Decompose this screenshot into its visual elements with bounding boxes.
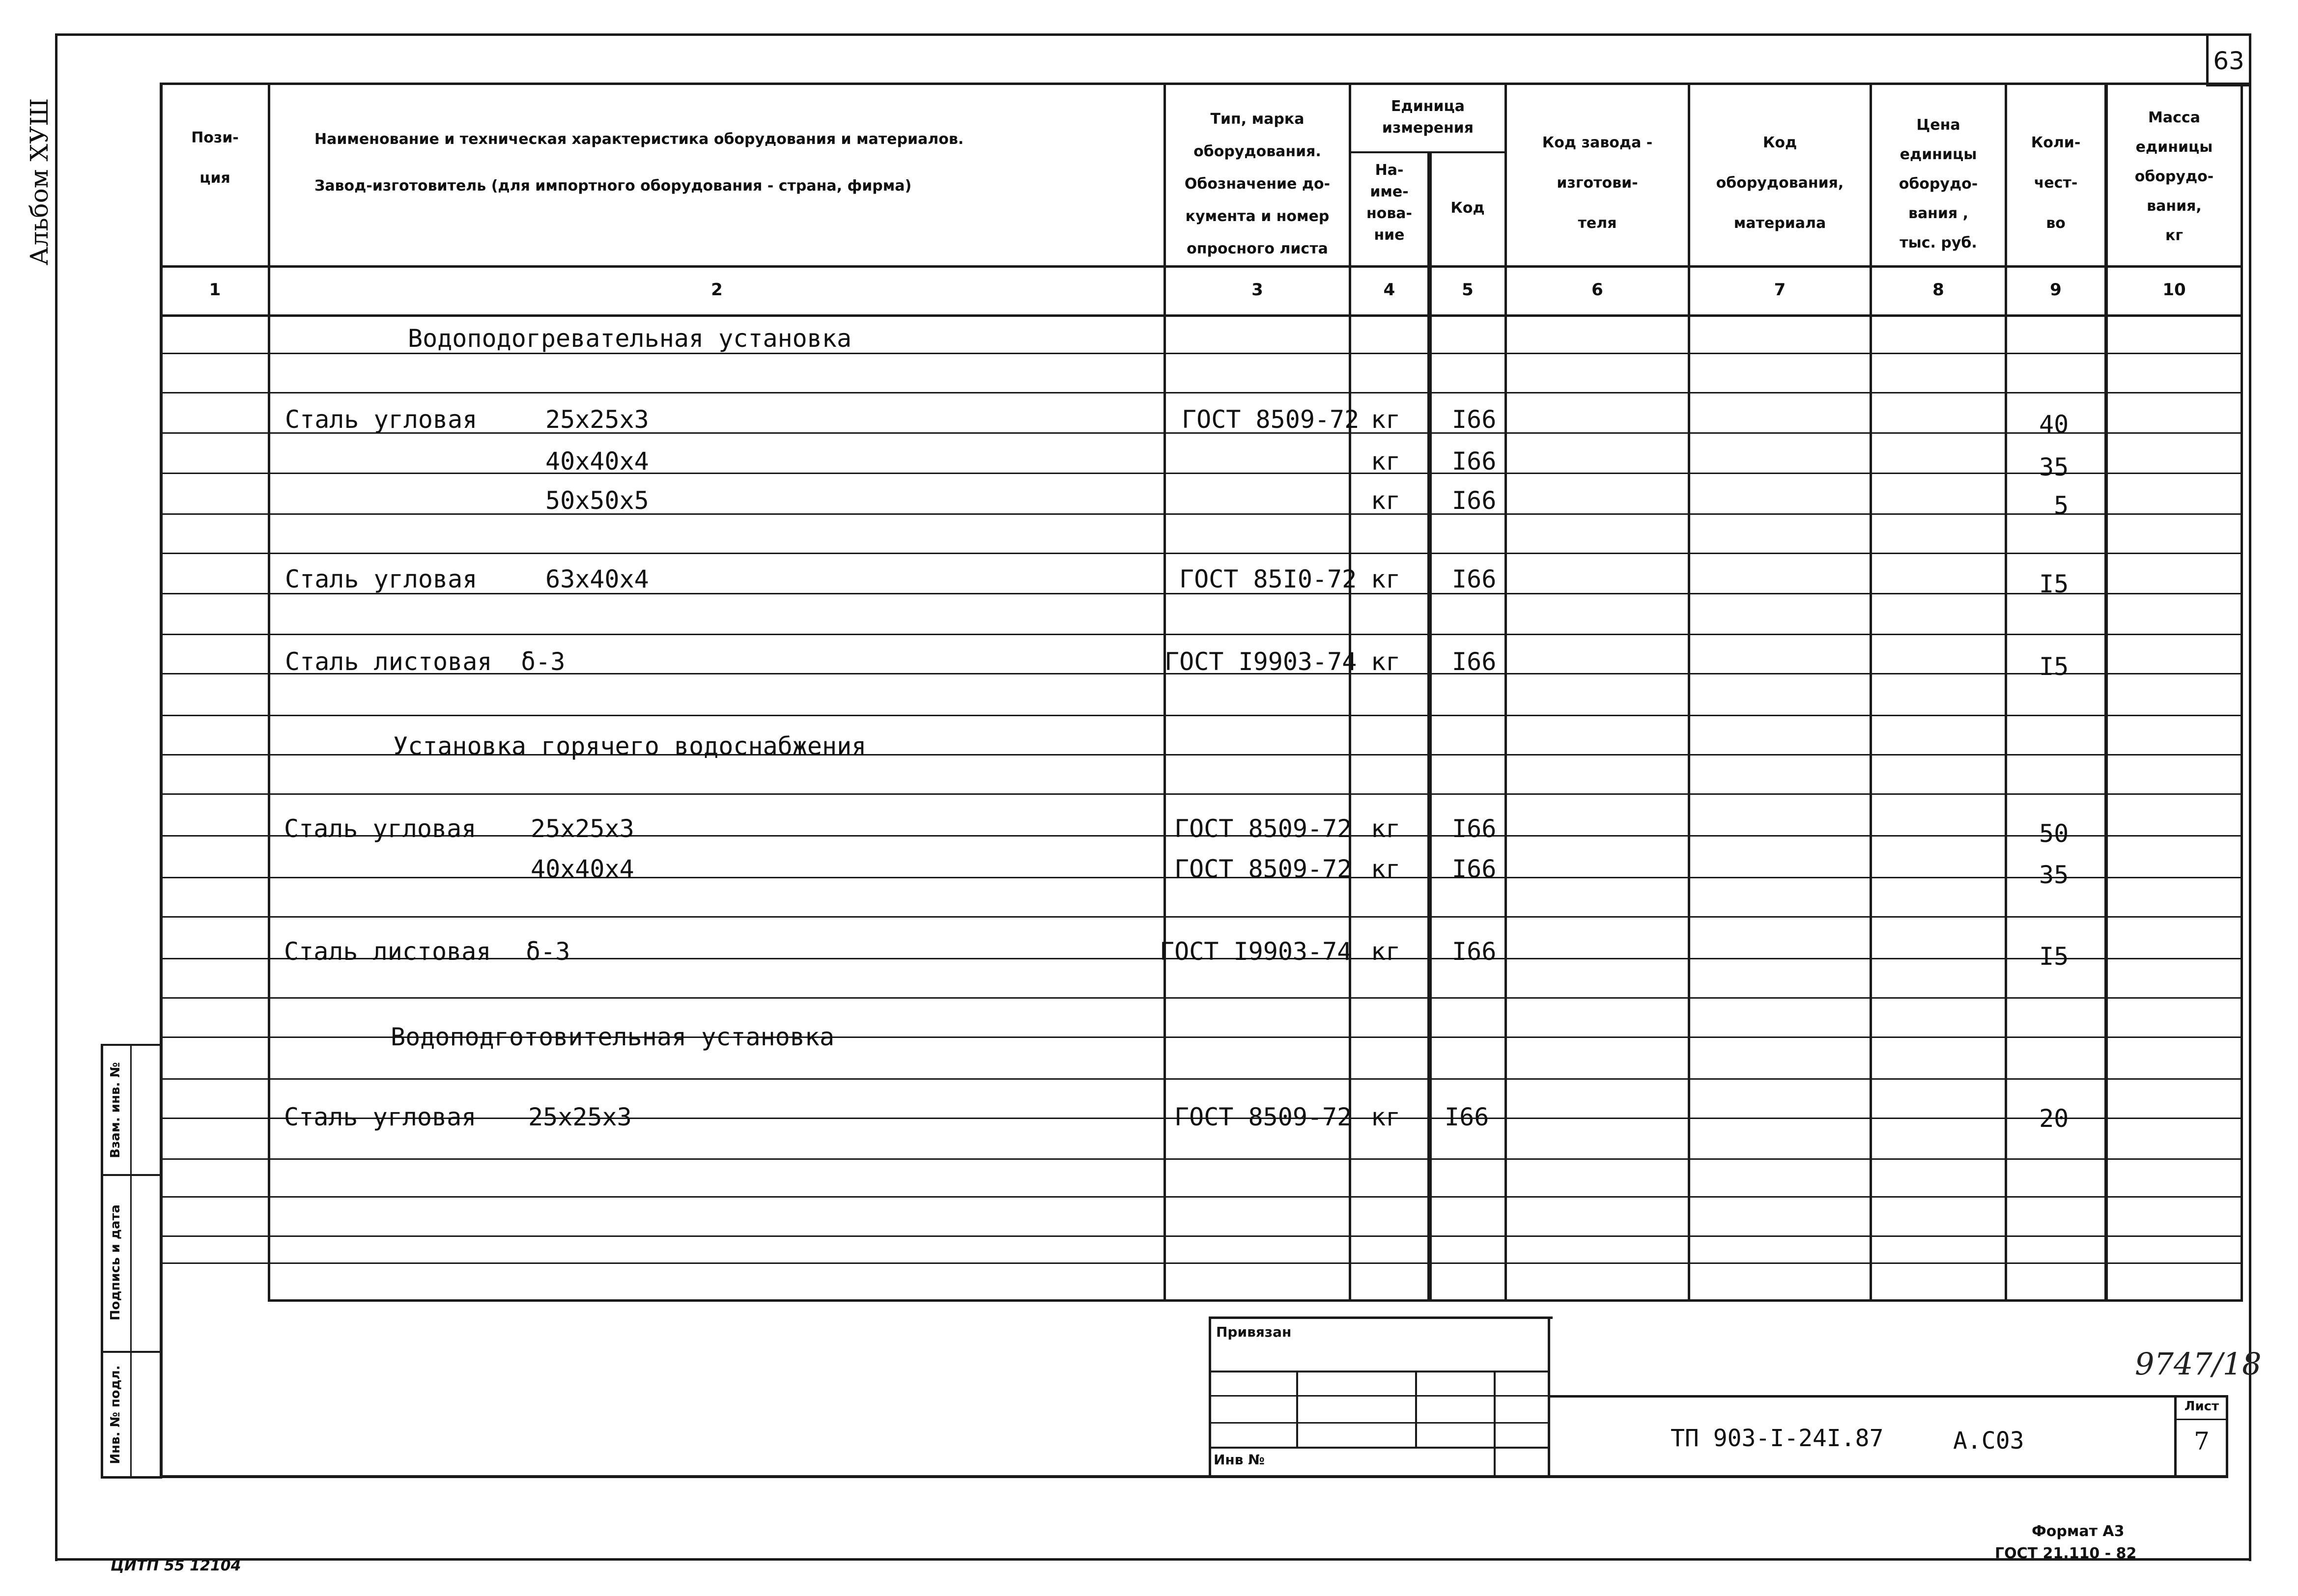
colnum-5: 5: [1462, 280, 1474, 300]
stamp-doc-type: А.С03: [1953, 1427, 2024, 1455]
row-code: I66: [1452, 647, 1497, 676]
header-unit-name: На- име- нова- ние: [1366, 162, 1413, 244]
row-unit: кг: [1371, 855, 1401, 883]
table-top-border: [160, 83, 2249, 85]
colnum-10: 10: [2162, 280, 2186, 300]
stamp-row4: [1209, 1447, 1548, 1449]
sheet-frame-top: [55, 33, 2249, 36]
row-doc: ГОСТ I9903-74: [1164, 647, 1357, 676]
row-line: [160, 553, 2243, 554]
row-line: [160, 1196, 2243, 1198]
row-size: 40x40x4: [531, 855, 634, 883]
row-code: I66: [1452, 937, 1497, 966]
header-quantity: Коли- чест- во: [2031, 134, 2081, 232]
stamp-doc-code: ТП 903-I-24I.87: [1671, 1425, 1884, 1452]
row-line: [160, 1262, 2243, 1264]
page-corner-number: 63: [2213, 47, 2244, 75]
frame-bottom-border: [160, 1475, 2228, 1478]
row-qty: I5: [2039, 942, 2069, 971]
side-label-inv: Инв. № подл.: [108, 1365, 123, 1464]
row-code: I66: [1445, 1103, 1489, 1131]
colnum-bottom-line: [160, 314, 2243, 317]
handwritten-number: 9747/18: [2135, 1346, 2262, 1382]
row-name: Сталь угловая: [284, 814, 477, 843]
header-type: Тип, марка оборудования. Обозначение до- кумента и номер опросного листа: [1184, 111, 1331, 257]
stamp-privyazan: Привязан: [1216, 1324, 1292, 1340]
stamp-sheet-mid: [2174, 1419, 2228, 1420]
row-qty: I5: [2039, 652, 2069, 681]
row-code: I66: [1452, 447, 1497, 476]
row-code: I66: [1452, 855, 1497, 883]
side-label-vzam: Взам. инв. №: [108, 1062, 123, 1158]
row-doc: ГОСТ 8509-72: [1174, 814, 1352, 843]
section-title: Установка горячего водоснабжения: [393, 732, 867, 760]
header-price: Цена единицы оборудо- вания , тыс. руб.: [1899, 116, 1978, 252]
row-size: 63x40x4: [545, 565, 649, 593]
row-line: [160, 715, 2243, 716]
row-unit: кг: [1371, 447, 1401, 476]
row-name: Сталь угловая: [284, 1103, 477, 1131]
row-qty: 35: [2039, 861, 2069, 889]
row-code: I66: [1452, 405, 1497, 434]
row-unit: кг: [1371, 486, 1401, 515]
header-bottom-line: [160, 265, 2243, 268]
row-qty: 50: [2039, 819, 2069, 848]
side-strip-mid: [130, 1044, 132, 1479]
row-name: Сталь листовая: [285, 647, 492, 676]
colnum-3: 3: [1251, 280, 1263, 300]
col-line-4: [1427, 151, 1432, 1302]
header-unit-code: Код: [1450, 199, 1485, 217]
section-title: Водоподогревательная установка: [408, 324, 852, 353]
row-line: [160, 353, 2243, 354]
stamp-top: [1209, 1316, 1553, 1319]
row-line: [160, 392, 2243, 393]
stamp-row1: [1209, 1371, 1548, 1372]
row-code: I66: [1452, 486, 1497, 515]
row-qty: 5: [2054, 491, 2069, 520]
stamp-sheet-label: Лист: [2184, 1399, 2219, 1414]
sheet-frame-bottom: [55, 1558, 2249, 1561]
row-qty: 20: [2039, 1104, 2069, 1133]
row-doc: ГОСТ 85I0-72: [1179, 565, 1357, 593]
album-label: Альбом ХУШ: [25, 98, 54, 266]
row-size: 25x25x3: [528, 1103, 632, 1131]
stamp-left: [1209, 1316, 1211, 1478]
row-doc: ГОСТ 8509-72: [1174, 1103, 1352, 1131]
row-line: [160, 634, 2243, 635]
row-size: δ-3: [526, 937, 570, 966]
stamp-col1: [1296, 1371, 1298, 1448]
stamp-row2: [1209, 1395, 1548, 1397]
header-unit-group: Единица измерения: [1382, 98, 1474, 137]
stamp-sheet-number: 7: [2194, 1427, 2210, 1456]
header-position: Пози- ция: [191, 129, 239, 187]
row-code: I66: [1452, 565, 1497, 593]
row-unit: кг: [1371, 937, 1401, 966]
colnum-9: 9: [2050, 280, 2062, 300]
colnum-1: 1: [209, 280, 221, 300]
colnum-2: 2: [711, 280, 723, 300]
side-label-podpis: Подпись и дата: [108, 1204, 123, 1321]
row-doc: ГОСТ 8509-72: [1174, 855, 1352, 883]
row-doc: ГОСТ I9903-74: [1160, 937, 1352, 966]
stamp-sheet-left: [2174, 1395, 2177, 1478]
stamp-sheet-right: [2226, 1395, 2228, 1478]
sheet-frame-right: [2249, 33, 2251, 1561]
colnum-6: 6: [1591, 280, 1603, 300]
row-line: [160, 916, 2243, 918]
row-line: [160, 997, 2243, 999]
format-label: Формат А3: [2032, 1523, 2125, 1540]
row-qty: I5: [2039, 570, 2069, 598]
row-unit: кг: [1371, 814, 1401, 843]
row-line: [160, 1235, 2243, 1237]
row-line: [160, 1078, 2243, 1080]
row-size: δ-3: [521, 647, 566, 676]
row-size: 25x25x3: [545, 405, 649, 434]
colnum-7: 7: [1774, 280, 1786, 300]
bottom-left-code: ЦИТП 55 12104: [111, 1557, 241, 1574]
row-code: I66: [1452, 814, 1497, 843]
row-line: [160, 473, 2243, 474]
row-unit: кг: [1371, 647, 1401, 676]
row-line: [160, 793, 2243, 795]
row-line: [160, 1158, 2243, 1160]
row-qty: 40: [2039, 410, 2069, 439]
stamp-inv-no: Инв №: [1214, 1452, 1265, 1468]
header-equipment-code: Код оборудования, материала: [1716, 134, 1844, 232]
row-unit: кг: [1371, 565, 1401, 593]
colnum-8: 8: [1932, 280, 1944, 300]
row-line: [160, 513, 2243, 515]
stamp-col3: [1494, 1371, 1496, 1478]
stamp-main-line: [1548, 1395, 2228, 1398]
table-bottom-line: [268, 1299, 2243, 1302]
header-name-line2: Завод-изготовитель (для импортного оборудования - страна, фирма): [314, 177, 912, 195]
row-doc: ГОСТ 8509-72: [1182, 405, 1360, 434]
colnum-4: 4: [1383, 280, 1395, 300]
row-name: Сталь угловая: [285, 405, 478, 434]
header-name-line1: Наименование и техническая характеристика оборудования и материалов.: [314, 131, 964, 148]
header-plant-code: Код завода - изготови- теля: [1542, 134, 1653, 232]
stamp-col2: [1415, 1371, 1417, 1448]
row-qty: 35: [2039, 453, 2069, 481]
stamp-row3: [1209, 1422, 1548, 1424]
gost-standard: ГОСТ 21.110 - 82: [1995, 1545, 2137, 1562]
row-name: Сталь угловая: [285, 565, 478, 593]
header-mass: Масса единицы оборудо- вания, кг: [2134, 109, 2214, 244]
row-size: 50x50x5: [545, 486, 649, 515]
row-size: 40x40x4: [545, 447, 649, 476]
section-title: Водоподготовительная установка: [391, 1023, 835, 1051]
row-name: Сталь листовая: [284, 937, 491, 966]
row-unit: кг: [1371, 405, 1401, 434]
row-unit: кг: [1371, 1103, 1401, 1131]
row-size: 25x25x3: [531, 814, 634, 843]
